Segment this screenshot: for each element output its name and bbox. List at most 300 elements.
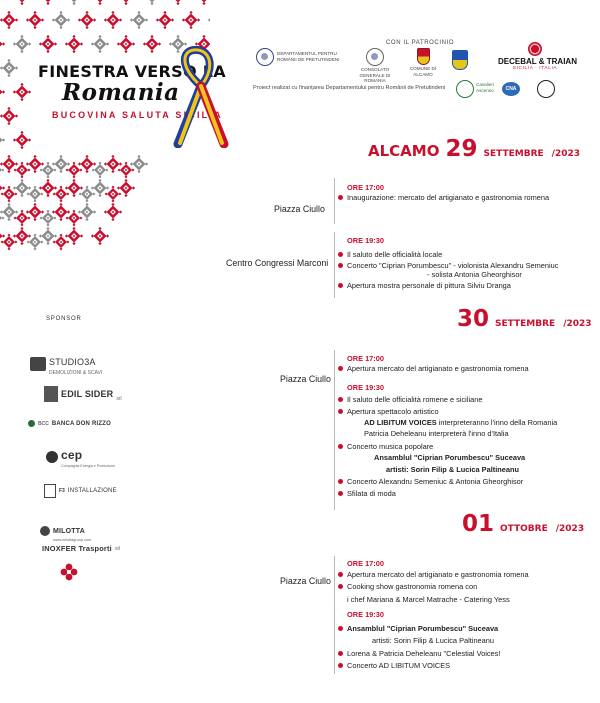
embroidery-motif (54, 42, 57, 45)
embroidery-motif (7, 170, 10, 173)
embroidery-motif (117, 42, 120, 45)
embroidery-motif (33, 155, 36, 158)
embroidery-motif (15, 114, 18, 117)
embroidery-motif (26, 18, 29, 21)
embroidery-motif (0, 18, 3, 21)
embroidery-motif (72, 194, 75, 197)
embroidery-motif (80, 42, 83, 45)
embroidery-motif (27, 241, 30, 244)
event-item: Lorena & Patricia Deheleanu "Celestial Voices! (338, 649, 500, 658)
month-name: OTTOBRE (500, 524, 548, 534)
embroidery-motif (28, 234, 31, 237)
embroidery-motif (20, 50, 23, 53)
embroidery-motif (66, 241, 69, 244)
event-time: ORE 19:30 (347, 383, 384, 392)
embroidery-motif (66, 169, 69, 172)
day-number: 29 (445, 136, 478, 162)
embroidery-motif (34, 199, 37, 202)
divider-line (334, 232, 335, 298)
embroidery-motif (40, 193, 43, 196)
bullet-icon (338, 626, 343, 631)
embroidery-motif (1, 217, 4, 220)
embroidery-motif (111, 170, 114, 173)
sponsor-label: SPONSOR (46, 316, 82, 322)
embroidery-motif (33, 170, 36, 173)
event-item: Apertura spettacolo artistico (338, 407, 439, 416)
bullet-icon (338, 572, 343, 577)
embroidery-motif (47, 210, 50, 213)
embroidery-motif (46, 227, 49, 230)
event-item: Apertura mercato del artigianato e gastronomia romena (338, 364, 529, 373)
event-item: Concerto "Ciprian Porumbescu" - violonista Alexandru Semeniuc (338, 261, 558, 270)
embroidery-motif (158, 42, 161, 45)
embroidery-motif (137, 26, 140, 29)
government-seal-icon (256, 48, 274, 66)
bullet-icon (338, 409, 343, 414)
embroidery-motif (130, 18, 133, 21)
embroidery-motif (104, 18, 107, 21)
embroidery-motif (208, 18, 210, 21)
year-label: /2023 (563, 319, 592, 329)
embroidery-motif (8, 247, 11, 250)
alcamo-logo-name: COMUNE DI ALCAMO (409, 66, 437, 77)
bullet-icon (338, 479, 343, 484)
embroidery-motif (118, 169, 121, 172)
year-label: /2023 (555, 524, 585, 534)
decebal-traian-name: DECEBAL & TRAIAN (498, 57, 577, 66)
embroidery-motif (46, 194, 49, 197)
embroidery-motif (2, 42, 5, 45)
embroidery-motif (20, 98, 23, 101)
embroidery-motif (137, 155, 140, 158)
embroidery-motif (73, 223, 76, 226)
regional-logo (452, 50, 468, 70)
association-crest-icon (456, 80, 474, 98)
embroidery-motif (60, 247, 63, 250)
alcamo-logo (409, 48, 437, 77)
embroidery-motif (40, 241, 43, 244)
embroidery-motif (28, 138, 31, 141)
embroidery-motif (7, 59, 10, 62)
embroidery-motif (119, 210, 122, 213)
embroidery-motif (86, 199, 89, 202)
embroidery-motif (85, 26, 88, 29)
embroidery-motif (34, 234, 37, 237)
embroidery-motif (39, 186, 42, 189)
day-number: 01 (462, 511, 495, 537)
performer-line: artisti: Sorin Filip & Lucica Paltineanu (386, 465, 520, 474)
embroidery-motif (119, 18, 122, 21)
embroidery-motif (8, 234, 11, 237)
embroidery-motif (40, 169, 43, 172)
embroidery-motif (143, 42, 146, 45)
event-item: Il saluto delle officialità romene e siciliane (338, 395, 482, 404)
title-main: FINESTRA VERSO LA (38, 62, 226, 81)
embroidery-motif (163, 26, 166, 29)
sponsor-f3: F3 INSTALLAZIONE (44, 484, 117, 498)
performer-line: Ansamblul "Ciprian Porumbescu" Suceava (374, 453, 526, 462)
embroidery-motif (47, 175, 50, 178)
venue-label: Piazza Ciullo (274, 204, 325, 214)
embroidery-motif (21, 175, 24, 178)
embroidery-motif (72, 2, 75, 5)
bcc-logo-icon (28, 420, 35, 427)
embroidery-motif (80, 186, 83, 189)
embroidery-motif (72, 179, 75, 182)
embroidery-motif (156, 18, 159, 21)
divider-line (334, 556, 335, 674)
bullet-icon (338, 397, 343, 402)
embroidery-motif (72, 35, 75, 38)
embroidery-motif (91, 234, 94, 237)
event-time: ORE 17:00 (347, 354, 384, 363)
embroidery-motif (67, 18, 70, 21)
embroidery-motif (111, 203, 114, 206)
embroidery-motif (28, 186, 31, 189)
event-time: ORE 17:00 (347, 559, 384, 568)
sponsor-studio3a: STUDIO3A DEMOLIZIONI & SCAVI (30, 352, 102, 376)
embroidery-motif (163, 11, 166, 14)
sponsor-edilsider: EDIL SIDER srl (44, 386, 122, 402)
embroidery-motif (39, 234, 42, 237)
embroidery-motif (98, 227, 101, 230)
f3-logo-icon (44, 484, 56, 498)
embroidery-motif (59, 170, 62, 173)
event-time: ORE 19:30 (347, 610, 384, 619)
embroidery-motif (150, 35, 153, 38)
embroidery-motif (13, 42, 16, 45)
studio3a-logo-icon (30, 357, 46, 371)
embroidery-motif (20, 83, 23, 86)
embroidery-motif (54, 186, 57, 189)
embroidery-motif (20, 35, 23, 38)
bullet-icon (338, 252, 343, 257)
embroidery-motif (54, 234, 57, 237)
embroidery-motif (98, 35, 101, 38)
embroidery-motif (28, 42, 31, 45)
embroidery-motif (91, 186, 94, 189)
embroidery-motif (176, 35, 179, 38)
embroidery-motif (99, 175, 102, 178)
embroidery-motif (33, 203, 36, 206)
event-title (38, 62, 226, 120)
embroidery-motif (66, 193, 69, 196)
embroidery-motif (78, 18, 81, 21)
embroidery-motif (93, 210, 96, 213)
venue-label: Piazza Ciullo (280, 374, 331, 384)
event-item: Concerto musica popolare (338, 442, 433, 451)
embroidery-motif (182, 18, 185, 21)
embroidery-motif (86, 186, 89, 189)
event-item: Apertura mostra personale di pittura Silviu Dranga (338, 281, 511, 290)
embroidery-motif (59, 218, 62, 221)
embroidery-motif (111, 155, 114, 158)
embroidery-motif (105, 169, 108, 172)
embroidery-motif (145, 162, 148, 165)
embroidery-motif (33, 26, 36, 29)
event-item: Concerto AD LIBITUM VOICES (338, 661, 450, 670)
embroidery-motif (132, 42, 135, 45)
embroidery-motif (112, 199, 115, 202)
embroidery-motif (15, 162, 18, 165)
embroidery-motif (33, 11, 36, 14)
embroidery-motif (46, 2, 49, 5)
embroidery-motif (46, 50, 49, 53)
embroidery-motif (106, 234, 109, 237)
embroidery-motif (0, 162, 3, 165)
embroidery-motif (47, 162, 50, 165)
embroidery-motif (59, 11, 62, 14)
embroidery-motif (47, 223, 50, 226)
embroidery-motif (27, 193, 30, 196)
date-header-day1 (368, 136, 580, 162)
embroidery-motif (0, 0, 3, 3)
embroidery-motif (21, 162, 24, 165)
embroidery-motif (197, 18, 200, 21)
embroidery-motif (202, 2, 205, 5)
embroidery-motif (189, 11, 192, 14)
date-header-day2 (457, 306, 592, 332)
embroidery-motif (2, 138, 5, 141)
embroidery-motif (1, 193, 4, 196)
embroidery-motif (20, 179, 23, 182)
embroidery-motif (59, 26, 62, 29)
cna-icon: CNA (502, 82, 520, 96)
sponsor-cep: cep Compagnia Energia e Produzione (46, 446, 115, 468)
divider-line (334, 350, 335, 510)
embroidery-motif (150, 2, 153, 5)
embroidery-motif (124, 194, 127, 197)
bullet-icon (338, 444, 343, 449)
embroidery-motif (73, 175, 76, 178)
embroidery-motif (13, 138, 16, 141)
embroidery-motif (119, 162, 122, 165)
embroidery-motif (145, 18, 148, 21)
embroidery-motif (27, 217, 30, 220)
embroidery-motif (20, 131, 23, 134)
embroidery-motif (27, 169, 30, 172)
embroidery-motif (26, 162, 29, 165)
embroidery-motif (20, 146, 23, 149)
embroidery-motif (124, 35, 127, 38)
patronage-label: CON IL PATROCINIO (386, 40, 455, 46)
event-time: ORE 19:30 (347, 236, 384, 245)
embroidery-motif (98, 2, 101, 5)
embroidery-motif (53, 193, 56, 196)
embroidery-motif (7, 74, 10, 77)
event-item: Apertura mercato del artigianato e gastronomia romena (338, 570, 529, 579)
government-logo-name: DEPARTAMENTUL PENTRU ROMÂNII DE PRETUTINDENI (277, 51, 340, 62)
embroidery-motif (98, 194, 101, 197)
milotta-logo-icon (40, 526, 50, 536)
consulate-seal-icon (366, 48, 384, 66)
knot-emblem-icon (537, 80, 555, 98)
embroidery-motif (67, 210, 70, 213)
embroidery-motif (20, 2, 23, 5)
project-funding-text: Proiect realizat cu finanțarea Departamentului pentru Românii de Pretutindeni (253, 85, 446, 91)
embroidery-motif (7, 203, 10, 206)
embroidery-motif (125, 175, 128, 178)
association-logo (456, 80, 474, 98)
embroidery-motif (79, 169, 82, 172)
embroidery-motif (104, 162, 107, 165)
embroidery-motif (111, 11, 114, 14)
embroidery-motif (34, 186, 37, 189)
regional-shield-icon (452, 50, 468, 70)
cna-logo (502, 82, 520, 96)
embroidery-motif (41, 162, 44, 165)
embroidery-motif (85, 203, 88, 206)
cavalieri-name: Cavalieri Ascenso (476, 82, 494, 93)
consulate-logo (358, 48, 392, 84)
embroidery-motif (15, 66, 18, 69)
embroidery-motif (98, 50, 101, 53)
embroidery-motif (112, 186, 115, 189)
embroidery-motif (46, 35, 49, 38)
embroidery-motif (131, 169, 134, 172)
embroidery-motif (28, 90, 31, 93)
title-script: Romania (62, 79, 180, 106)
embroidery-motif (60, 234, 63, 237)
embroidery-motif (72, 227, 75, 230)
title-subtitle: BUCOVINA SALUTA SICILIA (52, 110, 223, 120)
embroidery-motif (20, 227, 23, 230)
embroidery-motif (67, 162, 70, 165)
embroidery-motif (14, 193, 17, 196)
embroidery-motif (2, 234, 5, 237)
embroidery-motif (15, 210, 18, 213)
bullet-icon (338, 195, 343, 200)
embroidery-motif (118, 193, 121, 196)
event-item: Concerto Alexandru Semeniuc & Antonia Gheorghisor (338, 477, 523, 486)
embroidery-motif (79, 217, 82, 220)
embroidery-motif (0, 66, 3, 69)
embroidery-motif (85, 218, 88, 221)
performer-line: Patricia Deheleanu interpreterà l'inno d'Italia (364, 429, 509, 438)
embroidery-motif (91, 42, 94, 45)
embroidery-motif (85, 155, 88, 158)
embroidery-motif (150, 50, 153, 53)
event-continuation: artisti: Sorin Filip & Lucica Paltineanu (372, 636, 495, 645)
embroidery-motif (98, 242, 101, 245)
bullet-icon (338, 663, 343, 668)
sponsor-inoxfer: INOXFER Trasporti srl (42, 544, 121, 553)
embroidery-motif (202, 35, 205, 38)
bullet-icon (338, 584, 343, 589)
embroidery-motif (92, 169, 95, 172)
embroidery-motif (40, 217, 43, 220)
embroidery-motif (117, 186, 120, 189)
alcamo-crest-icon (417, 48, 430, 65)
embroidery-motif (0, 210, 3, 213)
embroidery-motif (125, 162, 128, 165)
embroidery-motif (52, 162, 55, 165)
consulate-logo-name: CONSOLATO GENERALE DI ROMANIA (359, 67, 391, 84)
embroidery-motif (92, 193, 95, 196)
sponsor-bcc: BCC BANCA DON RIZZO (28, 420, 111, 427)
embroidery-motif (78, 162, 81, 165)
sponsor-milotta: MILOTTA www.milottagroup.com (40, 520, 91, 542)
embroidery-motif (106, 42, 109, 45)
embroidery-motif (111, 218, 114, 221)
embroidery-motif (111, 26, 114, 29)
bullet-icon (338, 366, 343, 371)
embroidery-motif (7, 11, 10, 14)
embroidery-motif (78, 210, 81, 213)
embroidery-motif (176, 2, 179, 5)
event-item: Cooking show gastronomia romena con (338, 582, 477, 591)
decebal-traian-region: SICILIA · ITALIA (512, 66, 558, 71)
embroidery-motif (105, 193, 108, 196)
event-item: Inaugurazione: mercato del artigianato e gastronomia romena (338, 193, 549, 202)
embroidery-motif (14, 169, 17, 172)
embroidery-motif (33, 218, 36, 221)
event-item: Il saluto delle officialità locale (338, 250, 442, 259)
embroidery-motif (66, 217, 69, 220)
embroidery-motif (124, 50, 127, 53)
year-label: /2023 (551, 149, 580, 159)
red-flower-icon (60, 563, 78, 581)
embroidery-motif (13, 234, 16, 237)
bullet-icon (338, 263, 343, 268)
embroidery-motif (1, 241, 4, 244)
bullet-icon (338, 491, 343, 496)
embroidery-motif (98, 179, 101, 182)
embroidery-motif (41, 210, 44, 213)
embroidery-motif (93, 18, 96, 21)
embroidery-motif (79, 193, 82, 196)
embroidery-motif (80, 234, 83, 237)
embroidery-motif (124, 2, 127, 5)
embroidery-motif (85, 170, 88, 173)
embroidery-motif (130, 162, 133, 165)
embroidery-motif (73, 162, 76, 165)
embroidery-motif (20, 242, 23, 245)
venue-label: Centro Congressi Marconi (226, 258, 329, 268)
cavalieri-logo (476, 82, 498, 93)
embroidery-motif (99, 162, 102, 165)
embroidery-motif (72, 242, 75, 245)
embroidery-motif (46, 242, 49, 245)
embroidery-motif (8, 199, 11, 202)
embroidery-motif (52, 210, 55, 213)
embroidery-motif (93, 162, 96, 165)
embroidery-motif (21, 210, 24, 213)
embroidery-motif (41, 18, 44, 21)
embroidery-motif (39, 42, 42, 45)
embroidery-motif (137, 11, 140, 14)
embroidery-motif (53, 241, 56, 244)
embroidery-motif (60, 186, 63, 189)
month-name: SETTEMBRE (483, 149, 544, 159)
venue-label: Piazza Ciullo (280, 576, 331, 586)
embroidery-motif (1, 169, 4, 172)
event-item: Sfilata di moda (338, 489, 396, 498)
bullet-icon (338, 651, 343, 656)
embroidery-motif (124, 179, 127, 182)
embroidery-motif (189, 26, 192, 29)
romanian-ribbon-icon (168, 46, 234, 148)
rose-icon (528, 42, 542, 56)
embroidery-motif (171, 18, 174, 21)
government-logo (256, 48, 355, 66)
embroidery-motif (13, 90, 16, 93)
bullet-icon (338, 283, 343, 288)
embroidery-motif (65, 42, 68, 45)
embroidery-motif (7, 218, 10, 221)
embroidery-motif (46, 179, 49, 182)
embroidery-motif (59, 155, 62, 158)
